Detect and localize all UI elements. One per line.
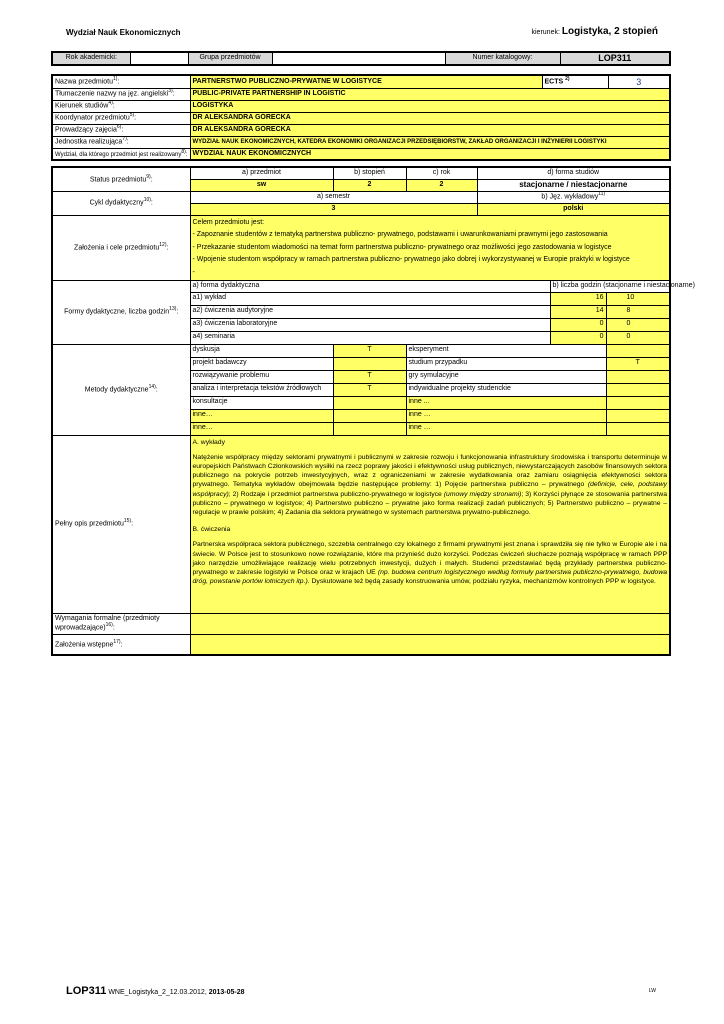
- status-v-d: stacjonarne / niestacjonarne: [477, 179, 670, 191]
- jedn-label: Jednostka realizująca$^{7)}$:: [52, 136, 190, 148]
- detail-table: [51, 166, 695, 656]
- kier-label: Kierunek studiów$^{4)}$:: [52, 100, 190, 112]
- zalozenia-line: - Wpojenie studentom współpracy w ramach partnerstwa publiczno- prywatnego jako dobrej i wykorzystywanej w Europie praktyki w logistyce: [192, 256, 630, 263]
- zalozenia-label: Założenia i cele przedmiotu$^{12)}$:: [52, 215, 190, 280]
- metody-right-val: [606, 396, 670, 409]
- zalozenia-line: Celem przedmiotu jest:: [192, 218, 265, 226]
- metody-label: Metody dydaktyczne$^{14)}$:: [52, 344, 190, 435]
- metody-right: studium przypadku: [406, 357, 606, 370]
- metody-left-val: T: [333, 370, 406, 383]
- zalozenia-line: - Zapoznanie studentów z tematyką partnerstwa publiczno- prywatnego, podstawami i uwarunkowaniami prawnymi jego zastosowania: [192, 231, 608, 238]
- nazwa-value: PARTNERSTWO PUBLICZNO-PRYWATNE W LOGISTYCE: [190, 75, 542, 88]
- metody-left: projekt badawczy: [190, 357, 333, 370]
- metody-right-val: [606, 409, 670, 422]
- grupa-label: Grupa przedmiotów: [188, 52, 272, 65]
- formy-item-n: 8: [606, 305, 670, 318]
- formy-item: a4) seminaria: [190, 331, 550, 344]
- metody-right: inne …: [406, 422, 606, 435]
- top-bar: [51, 51, 671, 66]
- prow-value: DR ALEKSANDRA GÓRECKA: [190, 124, 670, 136]
- status-v-a: sw: [190, 179, 333, 191]
- metody-left-val: [333, 422, 406, 435]
- metody-right: gry symulacyjne: [406, 370, 606, 383]
- metody-right: indywidualne projekty studenckie: [406, 383, 606, 396]
- tlum-value: PUBLIC-PRIVATE PARTNERSHIP IN LOGISTIC: [190, 88, 670, 100]
- formy-item-n: 0: [606, 318, 670, 331]
- metody-left: konsultacje: [190, 396, 333, 409]
- metody-left: analiza i interpretacja tekstów źródłowych: [190, 383, 333, 396]
- wydz-label: Wydział, dla którego przedmiot jest realizowany$^{8)}$:: [52, 148, 190, 160]
- status-h-a: a) przedmiot: [190, 167, 333, 179]
- formy-item: a3) ćwiczenia laboratoryjne: [190, 318, 550, 331]
- formy-item-n: 10: [606, 292, 670, 305]
- metody-left-val: [333, 409, 406, 422]
- formy-item-n: 0: [606, 331, 670, 344]
- opis-a-head: A. wykłady: [192, 438, 225, 446]
- cykl-v-a: 3: [190, 203, 477, 215]
- footer-code: LOP311: [66, 985, 107, 997]
- metody-right: eksperyment: [406, 344, 606, 357]
- formy-item: a1) wykład: [190, 292, 550, 305]
- zal-wst-label: Założenia wstępne$^{17)}$:: [52, 634, 190, 655]
- rok-value: [130, 52, 188, 65]
- metody-left-val: T: [333, 383, 406, 396]
- zalozenia-line: -: [192, 268, 195, 276]
- footer: [66, 985, 245, 997]
- status-v-b: 2: [333, 179, 406, 191]
- numer-label: Numer katalogowy:: [445, 52, 560, 65]
- formy-item-s: 0: [550, 331, 606, 344]
- formy-h-b: b) liczba godzin (stacjonarne i niestacjonarne): [550, 280, 670, 292]
- koord-label: Koordynator przedmiotu$^{5)}$:: [52, 112, 190, 124]
- cykl-h-a: a) semestr: [190, 191, 477, 203]
- metody-left-val: [333, 396, 406, 409]
- cykl-v-b: polski: [477, 203, 670, 215]
- metody-left-val: T: [333, 344, 406, 357]
- metody-right-val: [606, 344, 670, 357]
- metody-left-val: [333, 357, 406, 370]
- prow-label: Prowadzący zajęcia$^{6)}$:: [52, 124, 190, 136]
- opis-label: Pełny opis przedmiotu$^{15)}$:: [52, 435, 190, 613]
- kierunek-value: Logistyka, 2 stopień: [561, 26, 658, 37]
- metody-right-val: [606, 370, 670, 383]
- kierunek-header: [532, 26, 659, 37]
- formy-item-s: 0: [550, 318, 606, 331]
- metody-left: rozwiązywanie problemu: [190, 370, 333, 383]
- cykl-h-b: b) Jęz. wykładowy$^{11)}$: [477, 191, 670, 203]
- status-h-c: c) rok: [406, 167, 477, 179]
- kier-value: LOGISTYKA: [190, 100, 670, 112]
- tlum-label: Tłumaczenie nazwy na jęz. angielski$^{3)}$:: [52, 88, 190, 100]
- jedn-value: WYDZIAŁ NAUK EKONOMICZNYCH, KATEDRA EKONOMIKI ORGANIZACJI PRZEDSIĘBIORSTW, ZAKŁAD ORGANIZACJI I INŻYNIERII LOGISTYKI: [190, 136, 670, 148]
- zal-wst-value: [190, 634, 670, 655]
- formy-item-s: 14: [550, 305, 606, 318]
- formy-item-s: 16: [550, 292, 606, 305]
- wydz-value: WYDZIAŁ NAUK EKONOMICZNYCH: [190, 148, 670, 160]
- metody-right-val: T: [606, 357, 670, 370]
- opis-a-text: Natężenie współpracy między sektorami prywatnymi i publicznymi w zakresie rozwoju i funkcjonowania infrastruktury środowiska i transportu determinuje w europejskich Państwach Członkowskich wysiłki na rzecz poprawy jakości i efektywności usług publicznych, niewystarczających zasobów finansowych sektora publicznego na pokrycie potrzeb inwestycyjnych, wraz z ograniczeniami w zakresie wydatkowania oraz zamiaru osiągnięcia efektywności sektora prywatnego. Tematyka wykładów obejmowała będzie następujące problemy: 1) Pojęcie partnerstwa publiczno – prywatnego (definicje, cele, podstawy współpracy); 2) Rodzaje i przedmiot partnerstwa publiczno-prywatnego w logistyce (umowy między stronami); 3) Korzyści płynące ze stosowania partnerstwa publiczno – prywatnego w logistyce; 4) Partnerstwo publiczno – prywatne jako forma realizacji zadań publicznych; 5) Partnerstwo publiczno – prywatne – regulacje w prawie polskim; 4) Zadania dla sektora prywatnego w systemach partnerstwa prywatno-publicznego.: [192, 453, 668, 516]
- metody-right-val: [606, 422, 670, 435]
- footer-initials: LW: [648, 988, 656, 994]
- rok-label: Rok akademicki:: [52, 52, 130, 65]
- grupa-value: [272, 52, 445, 65]
- metody-right-val: [606, 383, 670, 396]
- status-label: Status przedmiotu$^{9)}$:: [52, 167, 190, 191]
- koord-value: DR ALEKSANDRA GÓRECKA: [190, 112, 670, 124]
- status-h-d: d) forma studiów: [477, 167, 670, 179]
- formy-h-a: a) forma dydaktyczna: [190, 280, 550, 292]
- formy-label: Formy dydaktyczne, liczba godzin$^{13)}$:: [52, 280, 190, 344]
- faculty-title: Wydział Nauk Ekonomicznych: [66, 28, 181, 37]
- numer-value: LOP311: [560, 52, 670, 65]
- zalozenia-value: [190, 215, 670, 280]
- metody-left: inne…: [190, 422, 333, 435]
- footer-date: 2013-05-28: [208, 989, 245, 996]
- wymagania-label: Wymagania formalne (przedmioty wprowadzające)$^{16)}$:: [52, 613, 190, 634]
- status-h-b: b) stopień: [333, 167, 406, 179]
- wymagania-value: [190, 613, 670, 634]
- ects-label: ECTS $^{2)}$: [542, 75, 608, 88]
- opis-b-head: B. ćwiczenia: [192, 526, 231, 534]
- info-table: [51, 74, 671, 161]
- metody-right: inne ...: [406, 396, 606, 409]
- metody-left: dyskusja: [190, 344, 333, 357]
- nazwa-label: Nazwa przedmiotu$^{1)}$:: [52, 75, 190, 88]
- formy-item: a2) ćwiczenia audytoryjne: [190, 305, 550, 318]
- metody-right: inne …: [406, 409, 606, 422]
- metody-left: inne…: [190, 409, 333, 422]
- cykl-label: Cykl dydaktyczny$^{10)}$:: [52, 191, 190, 215]
- zalozenia-line: - Przekazanie studentom wiadomości na temat form partnerstwa publiczno- prywatnego oraz możliwości jego zastodowania w logistyce: [192, 243, 612, 251]
- ects-value: 3: [608, 75, 670, 88]
- kierunek-label: kierunek:: [531, 29, 560, 36]
- opis-value: [190, 435, 670, 613]
- opis-b-text: Partnerska współpraca sektora publicznego, szczebla centralnego czy lokalnego z firmami prywatnymi jest znana i sprawdziła się nie tylko w Europie ale i na świecie. W Polsce jest to stosunkowo nowe rozwiązanie, które ma przynieść dużo korzyści. Podczas ćwiczeń słuchacze poznają współpracę w ramach PPP jako narzędzie umożliwiające realizację wielu potrzebnych inwestycji, dużych i małych. Studenci przedstawiać będą przykłady partnerstwa publiczno-prywatnego w zakresie logistyki w Polsce oraz w krajach UE (np. budowa centrum logistycznego według formuły partnerstwa publiczno-prywatnego, budowa dróg, powstanie portów lotniczych itp.). Dyskutowane też będą zasady konstruowania umów, podziału ryzyka, mechanizmów kontrolnych PPP w logistyce.: [192, 541, 668, 586]
- footer-file: WNE_Logistyka_2_12.03.2012,: [108, 989, 207, 996]
- status-v-c: 2: [406, 179, 477, 191]
